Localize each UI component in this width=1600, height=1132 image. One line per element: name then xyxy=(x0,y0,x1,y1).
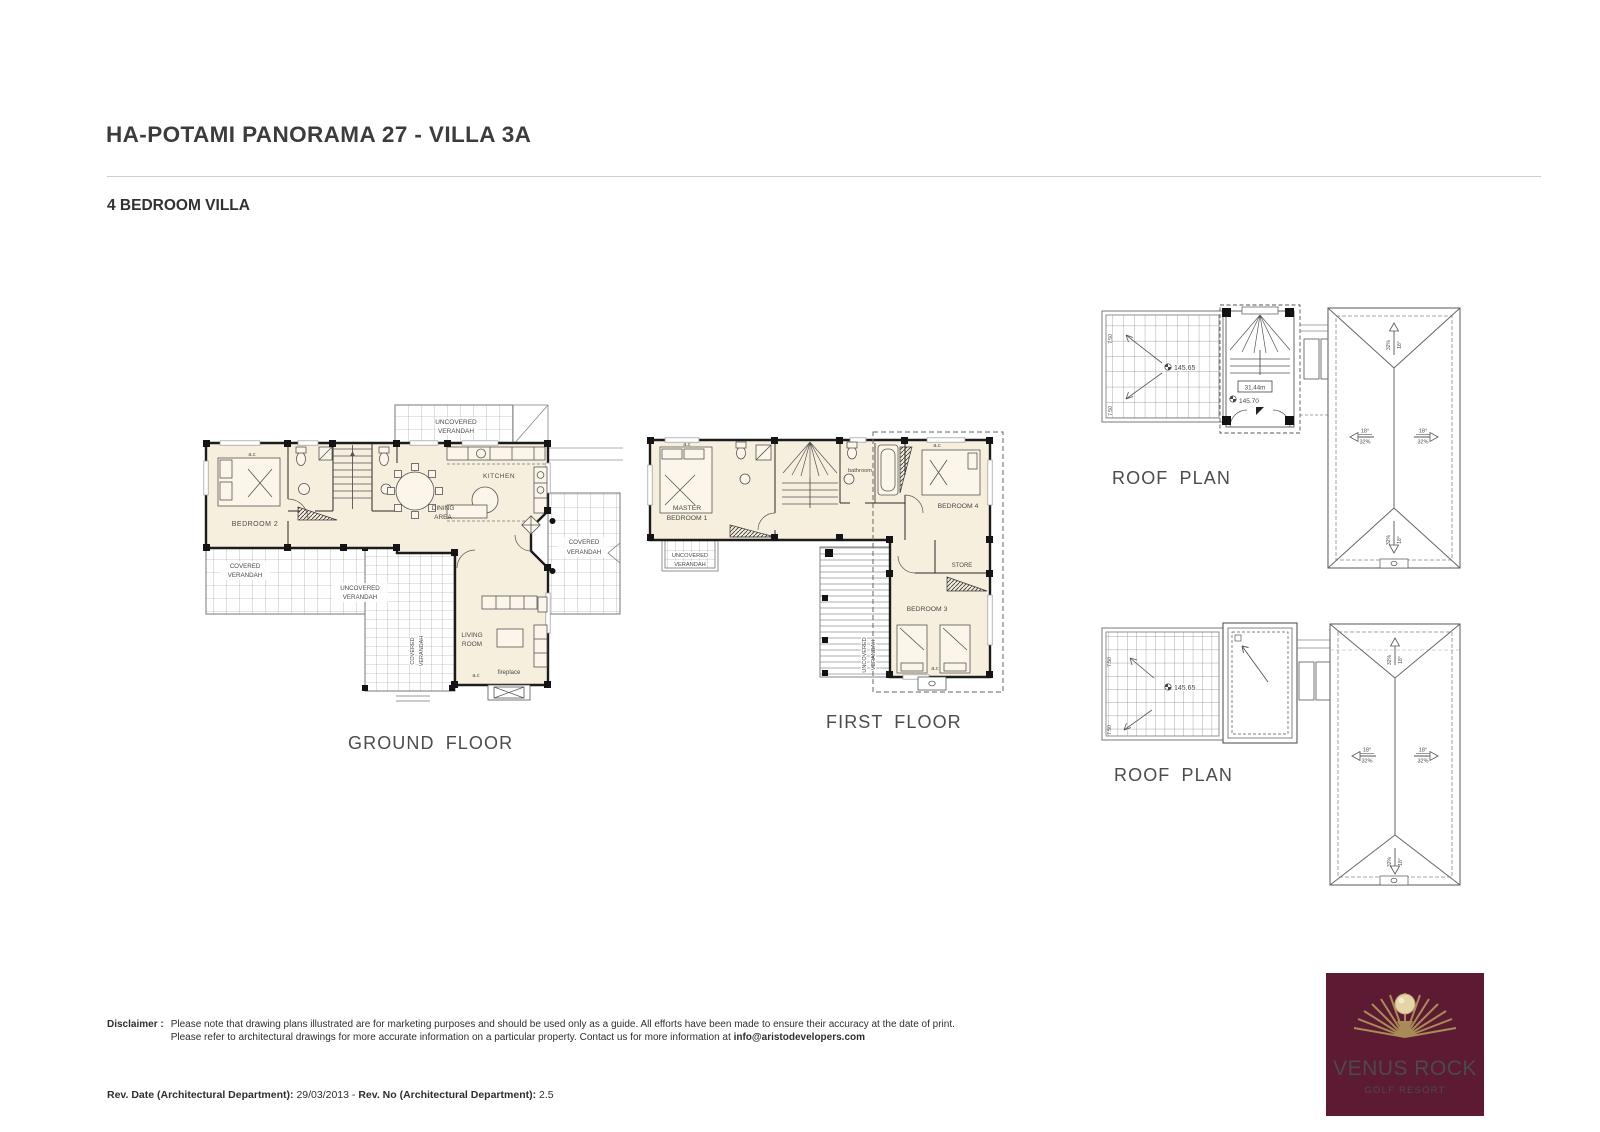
svg-text:18°: 18° xyxy=(1362,747,1372,754)
venus-rock-logo xyxy=(1326,973,1484,1116)
svg-text:7.50: 7.50 xyxy=(1107,657,1113,667)
roof-plan-top-drawing xyxy=(1080,295,1470,585)
title-divider xyxy=(107,176,1541,177)
gf-living-label: LIVING xyxy=(461,632,483,639)
svg-text:COVERED: COVERED xyxy=(229,563,261,570)
roof-plan-top-caption: ROOF PLAN xyxy=(1112,468,1231,488)
svg-text:COVERED: COVERED xyxy=(568,539,600,546)
svg-text:7.50: 7.50 xyxy=(1107,725,1113,735)
svg-text:32%: 32% xyxy=(1417,439,1429,446)
svg-text:ROOM: ROOM xyxy=(461,641,483,648)
svg-text:32%: 32% xyxy=(1359,439,1371,446)
roof-plan-bottom-drawing xyxy=(1080,610,1470,890)
logo-subtitle: GOLF RESORT xyxy=(1364,1085,1446,1096)
svg-text:a.c: a.c xyxy=(683,442,691,448)
svg-text:VERANDAH: VERANDAH xyxy=(566,549,602,556)
ground-floor-caption: GROUND FLOOR xyxy=(348,733,514,753)
svg-text:VERANDAH: VERANDAH xyxy=(674,562,706,568)
svg-text:UNCOVERED: UNCOVERED xyxy=(340,585,380,592)
svg-text:UNCOVERED: UNCOVERED xyxy=(671,553,709,559)
svg-text:VERANDAH: VERANDAH xyxy=(437,428,475,435)
logo-golf-ball xyxy=(1395,994,1415,1014)
roof-plan-bottom-caption: ROOF PLAN xyxy=(1114,765,1233,785)
ff-master-label: MASTER xyxy=(672,505,702,512)
svg-text:a.c: a.c xyxy=(933,443,941,449)
svg-text:32%: 32% xyxy=(1386,534,1392,546)
svg-text:VERANDAH: VERANDAH xyxy=(342,594,378,601)
svg-text:VERANDAH: VERANDAH xyxy=(871,639,877,671)
gf-top-pergola xyxy=(395,405,548,445)
gf-uncovered-top-label: UNCOVERED xyxy=(435,419,477,426)
first-floor-drawing xyxy=(635,415,1015,705)
svg-text:BEDROOM 1: BEDROOM 1 xyxy=(666,515,708,522)
ff-uncovered-verandah xyxy=(662,540,718,571)
disclaimer-text: Please note that drawing plans illustrated are for marketing purposes and should be used only as a guide. All efforts have been made to ensure their accuracy at the date of print. Please refer to architectural drawings for more accurate information on a particular property. Contact us for more information at info@aristodevelopers.com xyxy=(170,1019,955,1043)
ff-bathroom-label: bathroom xyxy=(847,468,873,474)
r2-side-boxes xyxy=(1297,640,1331,700)
logo-golf-ball-highlight xyxy=(1399,998,1405,1004)
revision-line: Rev. Date (Architectural Department): 29/03/2013 - Rev. No (Architectural Department): 2.5 xyxy=(107,1089,554,1101)
svg-text:VERANDAH: VERANDAH xyxy=(227,572,263,579)
svg-text:a.c: a.c xyxy=(931,666,939,672)
gf-site-lines xyxy=(548,448,623,460)
r2-flat-roof xyxy=(1223,623,1297,743)
svg-text:32%: 32% xyxy=(1387,654,1393,666)
r2-pergola xyxy=(1102,628,1223,740)
disclaimer-label: Disclaimer : xyxy=(107,1019,164,1030)
svg-text:7.50: 7.50 xyxy=(1108,334,1114,344)
ff-store-label: STORE xyxy=(951,563,973,569)
svg-text:32%: 32% xyxy=(1361,758,1373,765)
svg-text:AREA: AREA xyxy=(434,514,452,521)
ground-floor-drawing xyxy=(200,403,625,713)
gf-kitchen-label: KITCHEN xyxy=(482,473,516,480)
svg-text:VERANDAH: VERANDAH xyxy=(419,635,425,667)
rev-date-label: Rev. Date (Architectural Department): xyxy=(107,1089,294,1101)
svg-text:18°: 18° xyxy=(1418,428,1428,435)
gf-dining-label: DINING xyxy=(431,505,455,512)
disclaimer xyxy=(107,1018,1467,1044)
first-floor-caption: FIRST FLOOR xyxy=(826,712,962,732)
gf-covered-verandah-left xyxy=(206,548,390,614)
r1-stair-level: 145.70 xyxy=(1239,398,1259,405)
logo-title: VENUS ROCK xyxy=(1333,1057,1477,1080)
r1-pergola xyxy=(1102,311,1223,422)
svg-text:18°: 18° xyxy=(1397,341,1403,349)
svg-text:18°: 18° xyxy=(1398,858,1404,866)
ff-balcony-deck xyxy=(820,547,890,677)
r1-benchmark-2 xyxy=(1230,396,1236,402)
gf-fireplace-label: fireplace xyxy=(497,670,521,676)
rev-date-value: 29/03/2013 xyxy=(296,1089,349,1101)
rev-no-value: 2.5 xyxy=(539,1089,554,1101)
svg-text:18°: 18° xyxy=(1397,536,1403,544)
svg-text:32%: 32% xyxy=(1386,339,1392,351)
svg-text:32%: 32% xyxy=(1387,856,1393,868)
r1-stair-tower xyxy=(1220,305,1300,433)
svg-text:18°: 18° xyxy=(1398,656,1404,664)
svg-text:7.50: 7.50 xyxy=(1108,406,1114,416)
svg-text:18°: 18° xyxy=(1418,747,1428,754)
gf-bedroom2-label: BEDROOM 2 xyxy=(231,521,279,528)
disclaimer-email: info@aristodevelopers.com xyxy=(733,1032,866,1043)
rev-no-label: Rev. No (Architectural Department): xyxy=(358,1089,537,1101)
r2-pergola-level: 145.65 xyxy=(1174,685,1196,692)
ff-bedroom3-label: BEDROOM 3 xyxy=(906,606,948,613)
svg-text:a.c: a.c xyxy=(472,673,480,679)
svg-text:32%: 32% xyxy=(1417,758,1429,765)
r1-stair-width: 31.44m xyxy=(1244,384,1266,392)
gf-covered-verandah-right xyxy=(548,493,620,614)
svg-text:UNCOVERED: UNCOVERED xyxy=(862,637,868,673)
ff-bedroom4-label: BEDROOM 4 xyxy=(937,503,979,510)
svg-text:COVERED: COVERED xyxy=(410,637,416,665)
r1-pergola-level: 145.65 xyxy=(1174,365,1196,372)
gf-ac-label: a.c xyxy=(248,452,256,458)
page-title: HA-POTAMI PANORAMA 27 - VILLA 3A xyxy=(106,122,532,147)
svg-text:18°: 18° xyxy=(1360,428,1370,435)
page-subtitle: 4 BEDROOM VILLA xyxy=(107,197,250,214)
